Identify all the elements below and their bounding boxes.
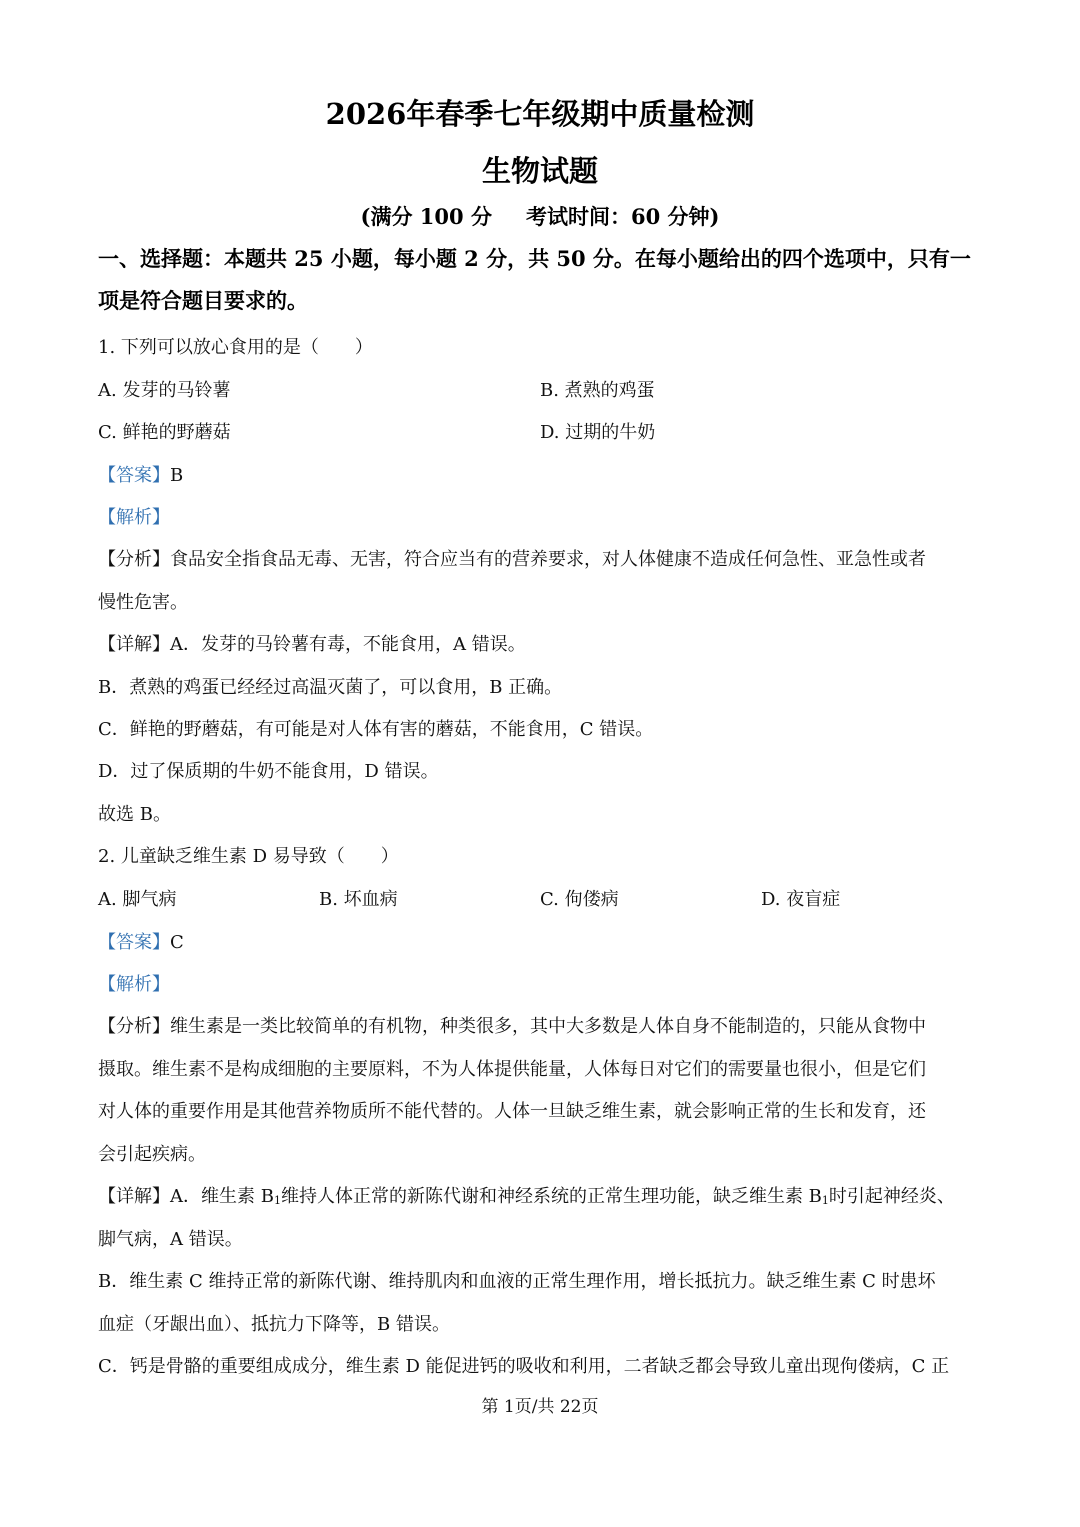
q1-answer [98,461,183,487]
fenxi-tag: 【分析】 [98,1016,170,1037]
answer-value: C [170,932,184,953]
fenxi-text: 维生素是一类比较简单的有机物，种类很多，其中大多数是人体自身不能制造的，只能从食物中 [170,1016,926,1037]
exam-subtitle: 生物试题 [481,154,598,188]
q2-option-d: D. 夜盲症 [761,889,841,910]
q2-detail-b-line-1: B．维生素 C 维持正常的新陈代谢、维持肌肉和血液的正常生理作用，增长抵抗力。缺乏维生素 C 时患坏 [98,1271,936,1292]
q1-fenxi-line-2: 慢性危害。 [98,592,188,613]
q2-detail-a-line-2: 脚气病，A 错误。 [98,1229,243,1250]
section-heading: 一、选择题：本题共 25 小题，每小题 2 分，共 50 分。在每小题给出的四个选项中，只有一项是符合题目要求的。 [98,246,971,313]
q1-option-d: D. 过期的牛奶 [540,422,656,443]
q1-option-c: C. 鲜艳的野蘑菇 [98,422,231,443]
q2-option-b: B. 坏血病 [319,889,398,910]
answer-tag: 【答案】 [98,932,170,953]
exam-title: 2026年春季七年级期中质量检测 [325,97,755,131]
q1-detail-a [98,630,526,656]
question-1-stem: 1. 下列可以放心食用的是（ ） [98,337,373,358]
detail-text: A．发芽的马铃薯有毒，不能食用，A 错误。 [170,634,526,655]
detail-tag: 【详解】 [98,1186,170,1207]
q1-fenxi-line-1 [98,545,926,571]
q2-detail-b-line-2: 血症（牙龈出血）、抵抗力下降等，B 错误。 [98,1314,450,1335]
q2-fenxi-line-4: 会引起疾病。 [98,1144,206,1165]
q2-answer [98,928,184,954]
exam-full-score: (满分 100 分 [360,204,492,229]
q1-detail-c: C．鲜艳的野蘑菇，有可能是对人体有害的蘑菇，不能食用，C 错误。 [98,719,654,740]
fenxi-text: 食品安全指食品无毒、无害，符合应当有的营养要求，对人体健康不造成任何急性、亚急性或者 [170,549,926,570]
q1-detail-d: D．过了保质期的牛奶不能食用，D 错误。 [98,761,439,782]
q2-fenxi-line-1 [98,1012,926,1038]
subscript: 1 [821,1194,829,1207]
q1-choose: 故选 B。 [98,804,171,825]
detail-tag: 【详解】 [98,634,170,655]
q2-option-c: C. 佝偻病 [540,889,619,910]
question-2-stem: 2. 儿童缺乏维生素 D 易导致（ ） [98,846,399,867]
detail-text: 时引起神经炎、 [828,1186,955,1207]
exam-info [0,201,1080,231]
q2-fenxi-line-2: 摄取。维生素不是构成细胞的主要原料，不为人体提供能量，人体每日对它们的需要量也很小，但是它们 [98,1059,926,1080]
answer-value: B [170,465,184,486]
q2-detail-c-line-1: C．钙是骨骼的重要组成成分，维生素 D 能促进钙的吸收和利用，二者缺乏都会导致儿童出现佝偻病，C 正 [98,1356,950,1377]
q1-option-a: A. 发芽的马铃薯 [98,380,231,401]
page-footer: 第 1页/共 22页 [481,1397,599,1417]
q2-detail-a-line-1 [98,1182,955,1208]
detail-text: 维持人体正常的新陈代谢和神经系统的正常生理功能，缺乏维生素 B [280,1186,822,1207]
q2-option-a: A. 脚气病 [98,889,177,910]
q2-fenxi-line-3: 对人体的重要作用是其他营养物质所不能代替的。人体一旦缺乏维生素，就会影响正常的生长和发育，还 [98,1101,926,1122]
q1-option-b: B. 煮熟的鸡蛋 [540,380,655,401]
exam-duration: 考试时间：60 分钟) [525,204,720,229]
answer-tag: 【答案】 [98,465,170,486]
subscript: 1 [273,1194,281,1207]
detail-text: A．维生素 B [170,1186,274,1207]
fenxi-tag: 【分析】 [98,549,170,570]
q2-analysis-tag: 【解析】 [98,974,170,995]
q1-analysis-tag: 【解析】 [98,507,170,528]
q1-detail-b: B．煮熟的鸡蛋已经经过高温灭菌了，可以食用，B 正确。 [98,677,563,698]
